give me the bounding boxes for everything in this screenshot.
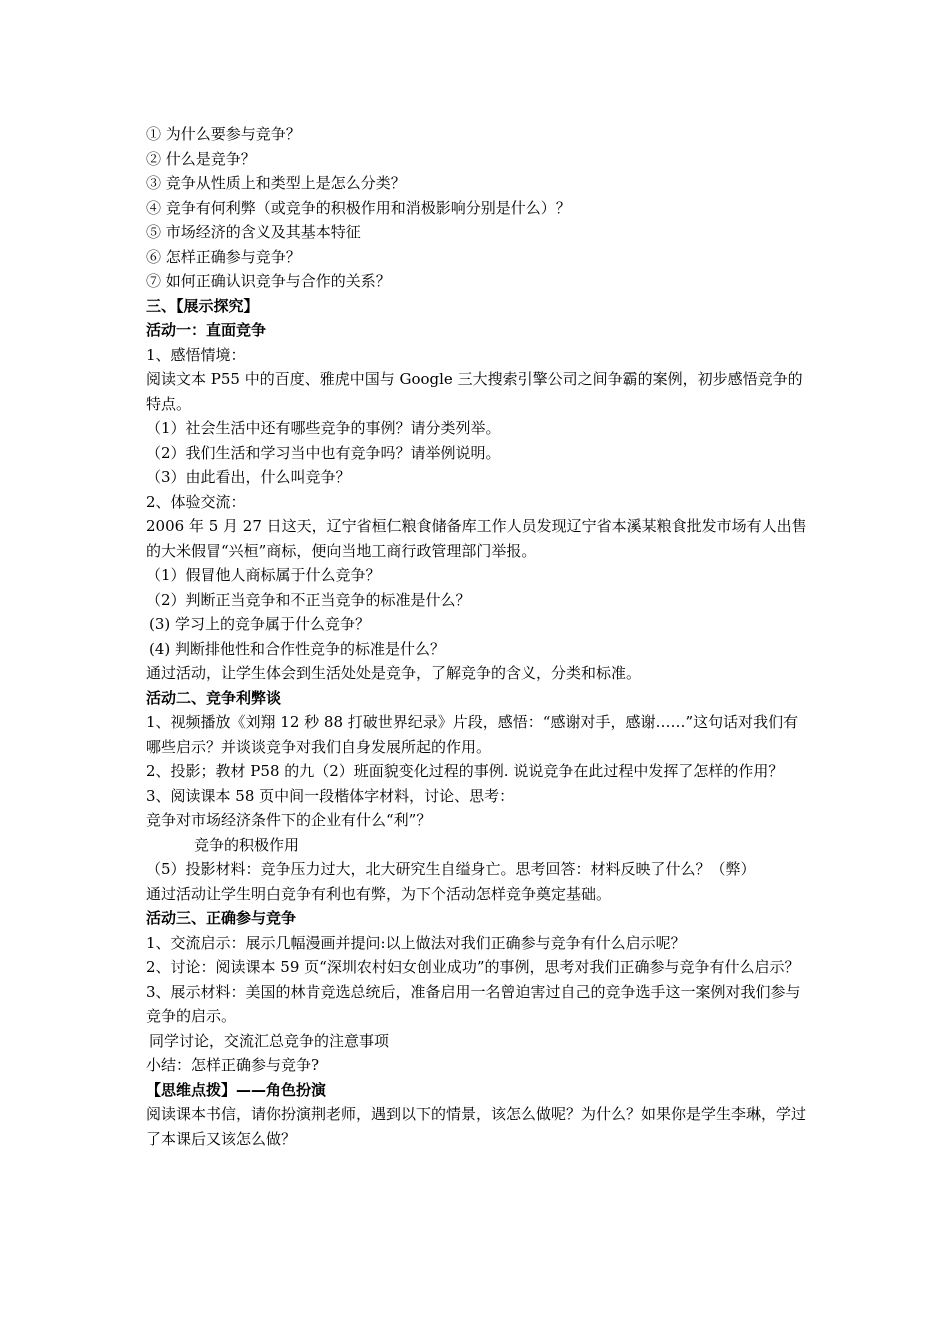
text-line: (4) 判断排他性和合作性竞争的标准是什么？ — [149, 639, 446, 658]
text-line: 2、讨论：阅读课本 59 页“深圳农村妇女创业成功”的事例，思考对我们正确参与竞争有什么启示？ — [146, 958, 800, 976]
section-heading: 【思维点拨】——角色扮演 — [146, 1080, 327, 1099]
section-heading: 活动三、正确参与竞争 — [146, 909, 297, 927]
text-line: ⑤ 市场经济的含义及其基本特征 — [146, 223, 361, 241]
text-line: 同学讨论，交流汇总竞争的注意事项 — [149, 1031, 390, 1050]
text-line: 2、投影；教材 P58 的九（2）班面貌变化过程的事例. 说说竞争在此过程中发挥了怎样的作用？ — [146, 762, 784, 780]
text-line: 通过活动让学生明白竞争有利也有弊，为下个活动怎样竞争奠定基础。 — [146, 884, 612, 903]
text-line: 3、展示材料：美国的林肯竞选总统后，准备启用一名曾迫害过自己的竞争选手这一案例对我们参与竞争的启示。 — [146, 982, 801, 1025]
section-heading: 活动一：直面竞争 — [146, 321, 267, 339]
text-line: ① 为什么要参与竞争？ — [146, 125, 301, 143]
text-line: 竞争的积极作用 — [194, 835, 300, 854]
text-line: 小结：怎样正确参与竞争? — [146, 1056, 320, 1074]
text-line: 通过活动，让学生体会到生活处处是竞争，了解竞争的含义，分类和标准。 — [146, 664, 642, 682]
text-line: 3、阅读课本 58 页中间一段楷体字材料，讨论、思考： — [146, 786, 515, 805]
text-line: 1、视频播放《刘翔 12 秒 88 打破世界纪录》片段，感悟：“感谢对手，感谢……”这句话对我们有哪些启示？并谈谈竞争对我们自身发展所起的作用。 — [146, 713, 799, 756]
text-line: （5）投影材料：竞争压力过大，北大研究生自缢身亡。思考回答：材料反映了什么？（弊） — [146, 860, 756, 878]
text-line: (3) 学习上的竞争属于什么竞争？ — [149, 615, 371, 633]
text-line: ③ 竞争从性质上和类型上是怎么分类？ — [146, 174, 406, 192]
text-line: 阅读课本书信，请你扮演荆老师，遇到以下的情景，该怎么做呢？为什么？如果你是学生李琳，学过了本课后又该怎么做？ — [146, 1105, 807, 1148]
text-line: ⑦ 如何正确认识竞争与合作的关系？ — [146, 272, 391, 290]
text-line: （2）判断正当竞争和不正当竞争的标准是什么？ — [146, 590, 471, 609]
text-line: ② 什么是竞争？ — [146, 149, 256, 168]
text-line: 竞争对市场经济条件下的企业有什么“利”？ — [146, 811, 432, 829]
text-line: 2、体验交流： — [146, 492, 246, 511]
text-line: 阅读文本 P55 中的百度、雅虎中国与 Google 三大搜索引擎公司之间争霸的案例，初步感悟竞争的特点。 — [146, 370, 803, 413]
text-line: （3）由此看出，什么叫竞争？ — [146, 468, 351, 486]
text-line: 2006 年 5 月 27 日这天，辽宁省桓仁粮食储备库工作人员发现辽宁省本溪某粮食批发市场有人出售的大米假冒“兴桓”商标，便向当地工商行政管理部门举报。 — [146, 517, 807, 560]
text-line: （2）我们生活和学习当中也有竞争吗？请举例说明。 — [146, 443, 501, 462]
document-page — [146, 122, 810, 1151]
text-line: （1）社会生活中还有哪些竞争的事例？请分类列举。 — [146, 419, 501, 437]
section-heading: 活动二、竞争利弊谈 — [146, 688, 282, 707]
section-heading: 三、【展示探究】 — [146, 296, 259, 315]
text-line: 1、交流启示：展示几幅漫画并提问:以上做法对我们正确参与竞争有什么启示呢？ — [146, 933, 686, 952]
text-line: ④ 竞争有何利弊（或竞争的积极作用和消极影响分别是什么）？ — [146, 198, 571, 217]
text-line: ⑥ 怎样正确参与竞争？ — [146, 247, 301, 266]
text-line: 1、感悟情境： — [146, 345, 246, 364]
text-line: （1）假冒他人商标属于什么竞争？ — [146, 566, 381, 584]
